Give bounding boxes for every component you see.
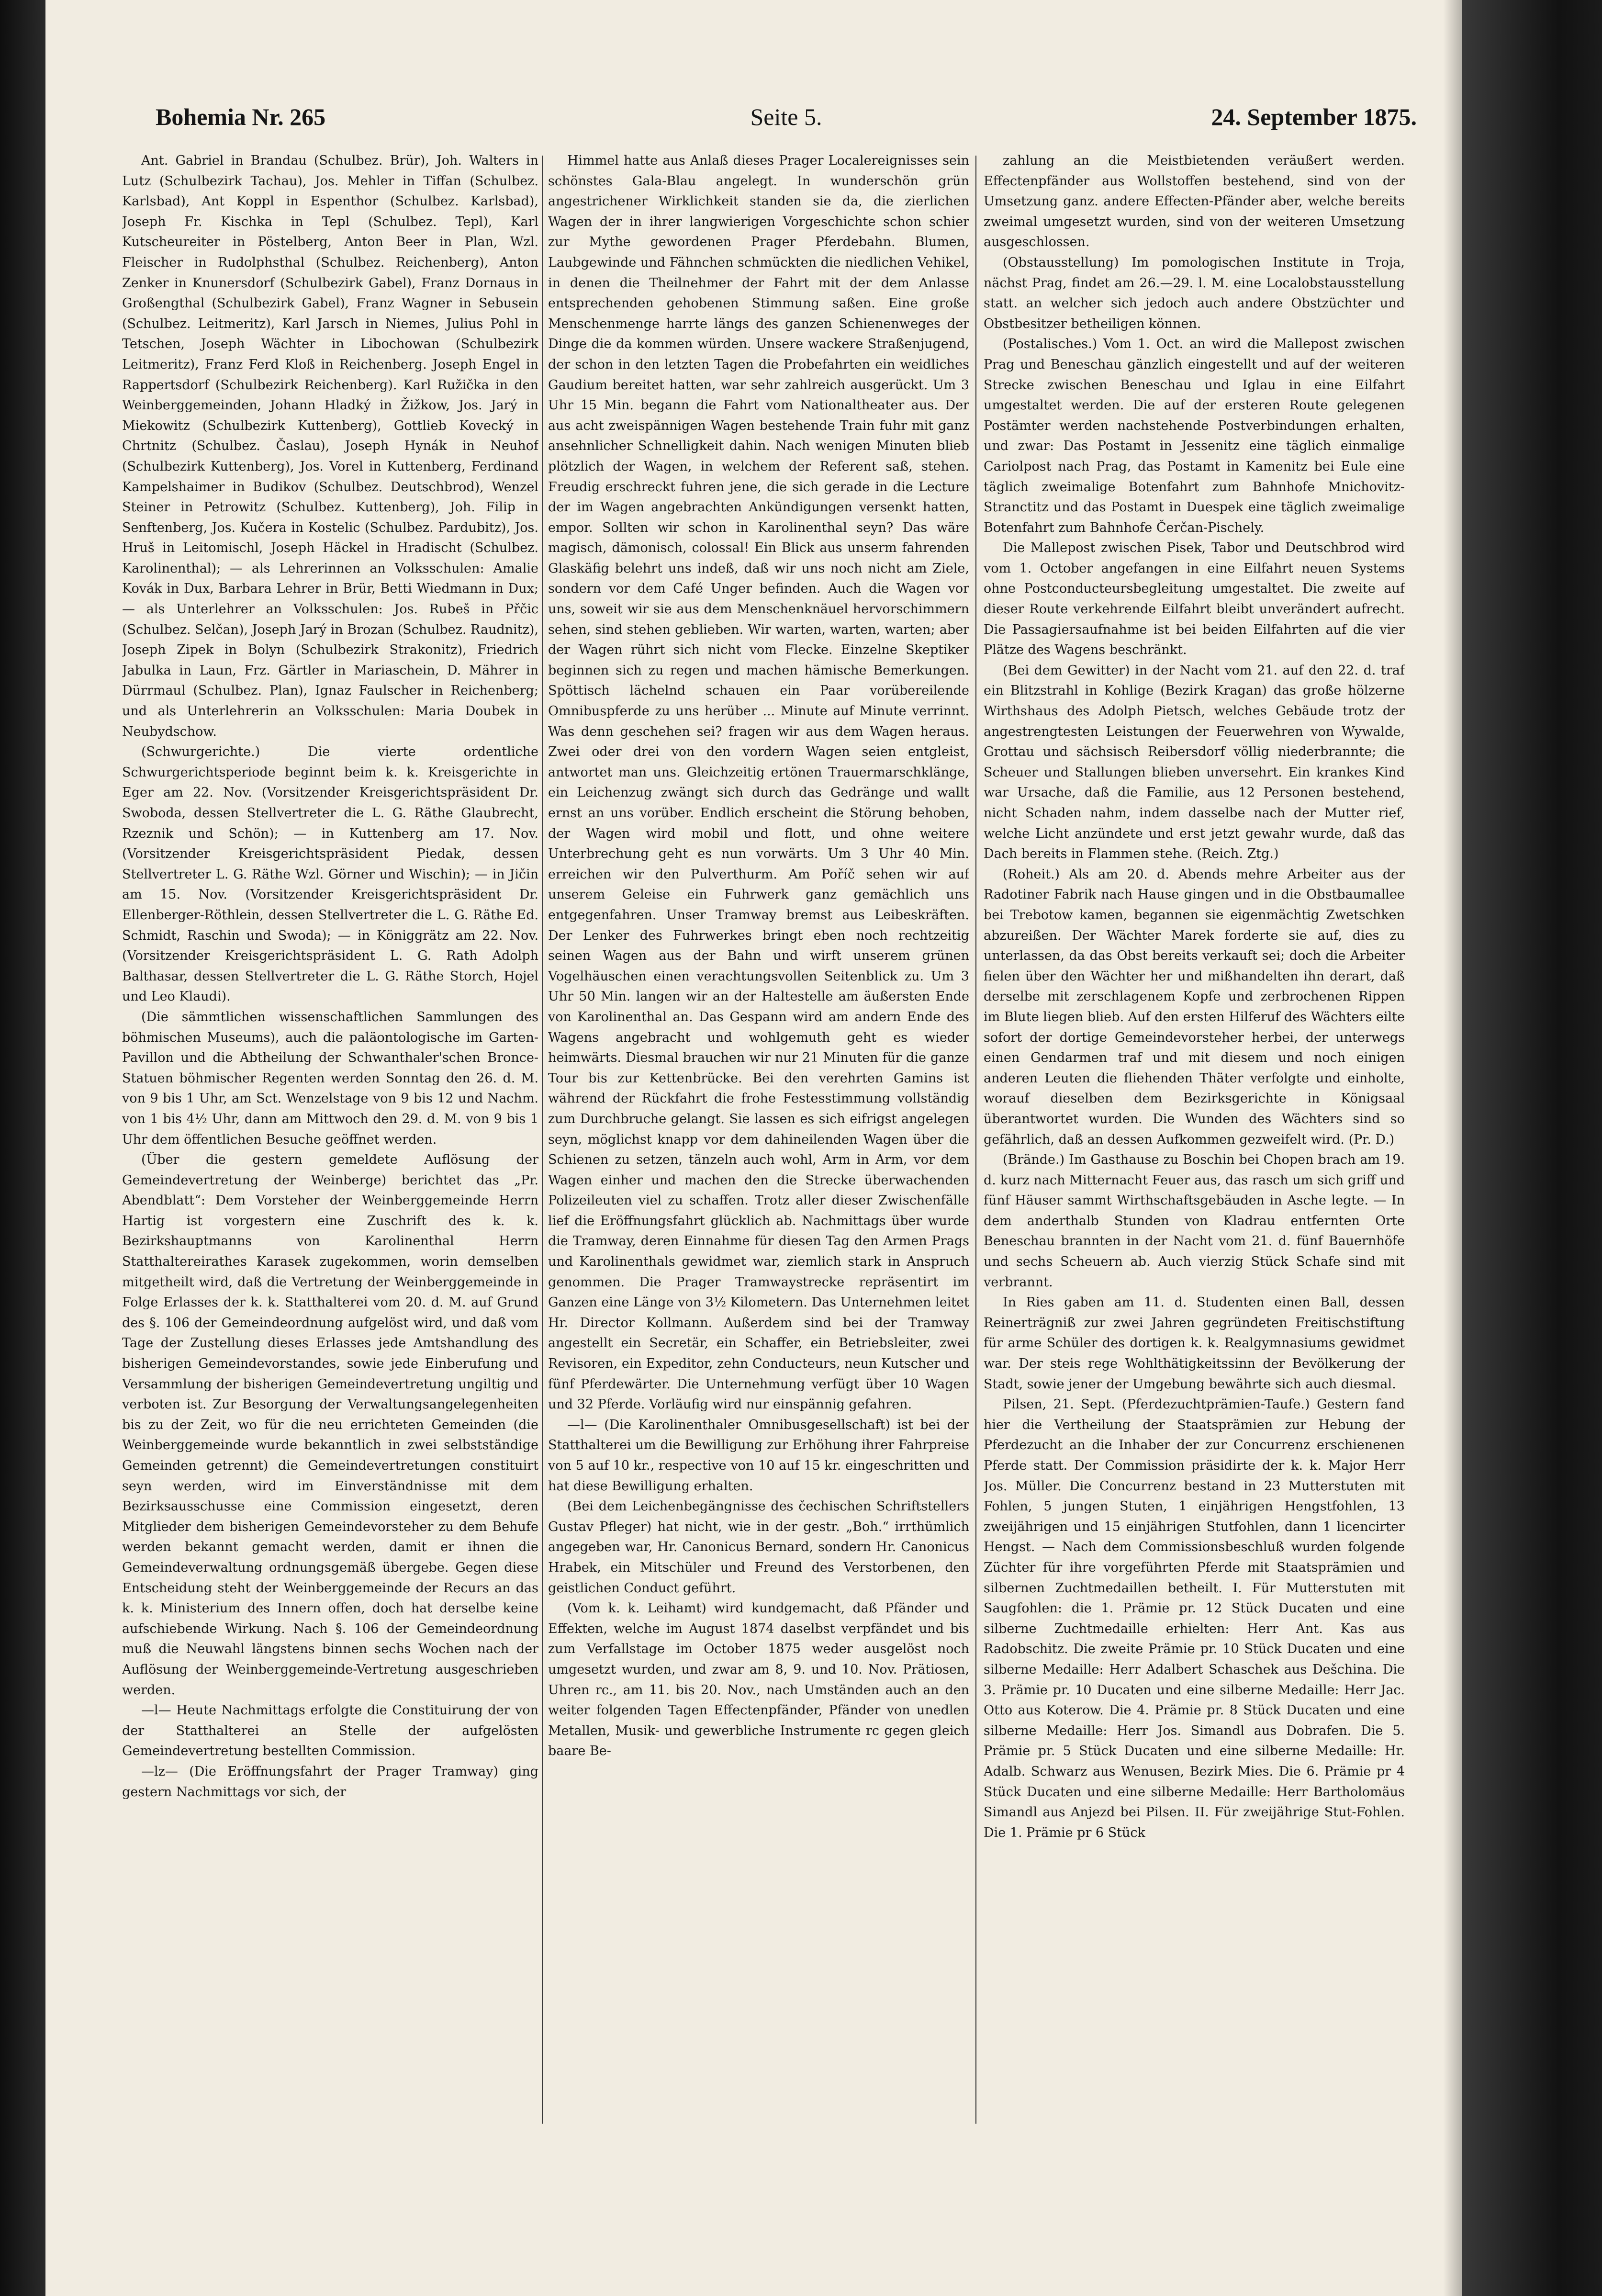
article-paragraph: —lz— (Die Eröffnungsfahrt der Prager Tramway) ging gestern Nachmittags vor sich, der xyxy=(122,1764,538,1800)
article-paragraph: zahlung an die Meistbietenden veräußert werden. Effectenpfänder aus Wollstoffen bestehend, sind von der Umsetzung ganz. andere Effecten-Pfänder aber, welche bereits zweimal umgesetzt wurden, sind von der weiteren Umsetzung ausgeschlossen. xyxy=(984,153,1405,250)
scan-border-left xyxy=(0,0,45,2296)
article-paragraph: Ant. Gabriel in Brandau (Schulbez. Brür), Joh. Walters in Lutz (Schulbezirk Tachau), Jos. Mehler in Tiffan (Schulbez. Karlsbad), Ant Koppl in Espenthor (Schulbez. Karlsbad), Joseph Fr. Kischka in Tepl (Schulbez. Tepl), Karl Kutscheureiter in Pöstelberg, Anton Beer in Plan, Wzl. Fleischer in Rudolphsthal (Schulbez. Reichenberg), Anton Zenker in Knunersdorf (Schulbezirk Gabel), Franz Dornaus in Großengthal (Schulbezirk Gabel), Franz Wagner in Sebusein (Schulbez. Leitmeritz), Karl Jarsch in Niemes, Julius Pohl in Tetschen, Joseph Wächter in Libochowan (Schulbezirk Leitmeritz), Franz Ferd Kloß in Reichenberg. Joseph Engel in Rappertsdorf (Schulbezirk Reichenberg). Karl Ružička in den Weinberggemeinden, Johann Hladký in Žižkow, Jos. Jarý in Miekowitz (Schulbezirk Kuttenberg), Gottlieb Kovecký in Chrtnitz (Schulbez. Časlau), Joseph Hynák in Neuhof (Schulbezirk Kuttenberg), Jos. Vorel in Kuttenberg, Ferdinand Kampelshaimer in Budikov (Schulbez. Deutschbrod), Wenzel Steiner in Petrowitz (Schulbez. Kuttenberg), Joh. Filip in Senftenberg, Jos. Kučera in Kostelic (Schulbez. Pardubitz), Jos. Hruš in Leitomischl, Joseph Häckel in Hradischt (Schulbez. Karolinenthal); — als Lehrerinnen an Volksschulen: Amalie Kovák in Dux, Barbara Lehrer in Brür, Betti Wiedmann in Dux; — als Unterlehrer an Volksschulen: Jos. Rubeš in Přčic (Schulbez. Selčan), Joseph Jarý in Brozan (Schulbez. Raudnitz), Joseph Zipek in Bolyn (Schulbezirk Strakonitz), Friedrich Jabulka in Laun, Frz. Gärtler in Mariaschein, D. Mährer in Dürrmaul (Schulbez. Plan), Ignaz Faulscher in Reichenberg; und als Unterlehrerin an Volksschulen: Maria Doubek in Neubydschow. xyxy=(122,153,538,739)
article-paragraph: (Schwurgerichte.) Die vierte ordentliche Schwurgerichtsperiode beginnt beim k. k. Kreisgerichte in Eger am 22. Nov. (Vorsitzender Kreisgerichtspräsident Dr. Swoboda, dessen Stellvertreter die L. G. Räthe Glaubrecht, Rzeznik und Schön); — in Kuttenberg am 17. Nov. (Vorsitzender Kreisgerichtspräsident Piedak, dessen Stellvertreter L. G. Räthe Wzl. Görner und Wischin); — in Jičin am 15. Nov. (Vorsitzender Kreisgerichtspräsident Dr. Ellenberger-Röthlein, dessen Stellvertreter die L. G. Räthe Ed. Schmidt, Raschin und Swoda); — in Königgrätz am 22. Nov. (Vorsitzender Kreisgerichtspräsident L. G. Rath Adolph Balthasar, dessen Stellvertreter die L. G. Räthe Storch, Hojel und Leo Klaudi). xyxy=(122,744,538,1004)
page-number: Seite 5. xyxy=(750,103,822,130)
scan-border-right xyxy=(1458,0,1602,2296)
article-paragraph: (Roheit.) Als am 20. d. Abends mehre Arbeiter aus der Radotiner Fabrik nach Hause gingen und in die Obstbaumallee bei Trebotow kamen, begannen sie eigenmächtig Zwetschken abzureißen. Der Wächter Marek forderte sie auf, dies zu unterlassen, da das Obst bereits verkauft sei; doch die Arbeiter fielen über den Wächter her und mißhandelten ihn derart, daß derselbe mit zerschlagenem Kopfe und zerbrochenen Rippen im Blute liegen blieb. Auf den ersten Hilferuf des Wächters eilte sofort der dortige Gemeindevorsteher herbei, der unterwegs einen Gendarmen traf und mit diesem und noch einigen anderen Leuten die fliehenden Thäter verfolgte und einholte, worauf dieselben dem Bezirksgerichte in Königsaal überantwortet wurden. Die Wunden des Wächters sind so gefährlich, daß an dessen Aufkommen gezweifelt wird. (Pr. D.) xyxy=(984,867,1405,1147)
page-header xyxy=(156,103,1417,136)
article-paragraph: (Vom k. k. Leihamt) wird kundgemacht, daß Pfänder und Effekten, welche im August 1874 daselbst verpfändet und bis zum Verfallstage im October 1875 weder ausgelöst noch umgesetzt wurden, und zwar am 8, 9. und 10. Nov. Prätiosen, Uhren rc., am 11. bis 20. Nov., nach Umständen auch an den weiter folgenden Tagen Effectenpfänder, Pfänder von unedlen Metallen, Musik- und gewerbliche Instrumente rc gegen gleich baare Be- xyxy=(548,1601,969,1759)
newspaper-page xyxy=(45,0,1462,2296)
article-paragraph: (Über die gestern gemeldete Auflösung der Gemeindevertretung der Weinberge) berichtet das „Pr. Abendblatt“: Dem Vorsteher der Weinberggemeinde Herrn Hartig ist vorgestern eine Zuschrift des k. k. Bezirkshauptmanns von Karolinenthal Herrn Statthaltereirathes Karasek zugekommen, worin demselben mitgetheilt wird, daß die Vertretung der Weinberggemeinde in Folge Erlasses der k. k. Statthalterei vom 20. d. M. auf Grund des §. 106 der Gemeindeordnung aufgelöst wird, und daß vom Tage der Zustellung dieses Erlasses jede Amtshandlung des bisherigen Gemeindevorstandes, sowie jede Einberufung und Versammlung der bisherigen Gemeindevertretung ungiltig und verboten ist. Zur Besorgung der Verwaltungsangelegenheiten bis zu der Zeit, wo für die neu errichteten Gemeinden (die Weinberggemeinde wurde bekanntlich in zwei selbstständige Gemeinden getrennt) die Gemeindevertretungen constituirt seyn werden, wird im Einverständnisse mit dem Bezirksausschusse eine Commission eingesetzt, deren Mitglieder dem bisherigen Gemeindevorsteher zu dem Behufe werden bekannt gemacht werden, damit er ihnen die Gemeindeverwaltung ordnungsgemäß übergebe. Gegen diese Entscheidung steht der Weinberggemeinde der Recurs an das k. k. Ministerium des Innern offen, doch hat derselbe keine aufschiebende Wirkung. Nach §. 106 der Gemeindeordnung muß die Neuwahl längstens binnen sechs Wochen nach der Auflösung der Weinberggemeinde-Vertretung ausgeschrieben werden. xyxy=(122,1152,538,1698)
article-paragraph: —l— Heute Nachmittags erfolgte die Constituirung der von der Statthalterei an Stelle der aufgelösten Gemeindevertretung bestellten Commission. xyxy=(122,1703,538,1759)
issue-date: 24. September 1875. xyxy=(1211,103,1417,130)
column-rule xyxy=(975,156,976,2124)
article-paragraph: —l— (Die Karolinenthaler Omnibusgesellschaft) ist bei der Statthalterei um die Bewilligung zur Erhöhung ihrer Fahrpreise von 5 auf 10 kr., respective von 10 auf 15 kr. eingeschritten und hat diese Bewilligung erhalten. xyxy=(548,1417,969,1494)
article-paragraph: Pilsen, 21. Sept. (Pferdezuchtprämien-Taufe.) Gestern fand hier die Vertheilung der Staatsprämien zur Hebung der Pferdezucht an die Inhaber der zur Concurrenz erschienenen Pferde statt. Der Commission präsidirte der k. k. Major Herr Jos. Müller. Die Concurrenz bestand in 23 Mutterstuten mit Fohlen, 5 jungen Stuten, 1 einjährigen Hengstfohlen, 13 zweijährigen und 15 einjährigen Stutfohlen, dann 1 licencirter Hengst. — Nach dem Commissionsbeschluß wurden folgende Züchter für ihre vorgeführten Pferde mit Staatsprämien und silbernen Zuchtmedaillen betheilt. I. Für Mutterstuten mit Saugfohlen: die 1. Prämie pr. 12 Stück Ducaten und eine silberne Zuchtmedaille erhielten: Herr Ant. Kas aus Radobschitz. Die zweite Prämie pr. 10 Stück Ducaten und eine silberne Medaille: Herr Adalbert Schaschek aus Dešchina. Die 3. Prämie pr. 10 Ducaten und eine silberne Medaille: Herr Jac. Otto aus Koterow. Die 4. Prämie pr. 8 Stück Ducaten und eine silberne Medaille: Herr Jos. Simandl aus Dobrafen. Die 5. Prämie pr. 5 Stück Ducaten und eine silberne Medaille: Hr. Adalb. Schwarz aus Wenusen, Bezirk Mies. Die 6. Prämie pr 4 Stück Ducaten und eine silberne Medaille: Herr Bartholomäus Simandl aus Anjezd bei Pilsen. II. Für zweijährige Stut-Fohlen. Die 1. Prämie pr 6 Stück xyxy=(984,1397,1405,1840)
article-paragraph: (Die sämmtlichen wissenschaftlichen Sammlungen des böhmischen Museums), auch die paläontologische im Garten-Pavillon und die Abtheilung der Schwanthaler'schen Bronce-Statuen böhmischer Regenten werden Sonntag den 26. d. M. von 9 bis 1 Uhr, am Sct. Wenzelstage von 9 bis 12 und Nachm. von 1 bis 4½ Uhr, dann am Mittwoch den 29. d. M. von 9 bis 1 Uhr dem öffentlichen Besuche geöffnet werden. xyxy=(122,1009,538,1147)
column-3 xyxy=(984,151,1405,2172)
article-paragraph: (Bei dem Gewitter) in der Nacht vom 21. auf den 22. d. traf ein Blitzstrahl in Kohlige (Bezirk Kragan) das große hölzerne Wirthshaus des Adolph Pietsch, welches Gebäude trotz der angestrengtesten Leistungen der Feuerwehren von Wywalde, Grottau und sächsisch Reibersdorf völlig niederbrannte; die Scheuer und Stallungen blieben unversehrt. Ein krankes Kind war Ursache, daß die Familie, aus 12 Personen bestehend, nicht Schaden nahm, indem dasselbe nach der Mutter rief, welche Licht anzündete und erst jetzt gewahr wurde, daß das Dach bereits in Flammen stehe. (Reich. Ztg.) xyxy=(984,663,1405,862)
article-paragraph: (Brände.) Im Gasthause zu Boschin bei Chopen brach am 19. d. kurz nach Mitternacht Feuer aus, das rasch um sich griff und fünf Häuser sammt Wirthschaftsgebäuden in Asche legte. — In dem anderthalb Stunden von Kladrau entfernten Orte Beneschau brannten in der Nacht vom 21. d. fünf Bauernhöfe und sechs Scheuern ab. Auch vierzig Stück Schafe sind mit verbrannt. xyxy=(984,1152,1405,1290)
page-edge-shadow xyxy=(1443,0,1462,2296)
column-rule xyxy=(542,156,543,2124)
article-paragraph: (Bei dem Leichenbegängnisse des čechischen Schriftstellers Gustav Pfleger) hat nicht, wie in der gestr. „Boh.“ irrthümlich angegeben war, Hr. Canonicus Bernard, sondern Hr. Canonicus Hrabek, ein Mitschüler und Freund des Verstorbenen, den geistlichen Conduct geführt. xyxy=(548,1499,969,1596)
article-paragraph: (Postalisches.) Vom 1. Oct. an wird die Mallepost zwischen Prag und Beneschau gänzlich eingestellt und auf der weiteren Strecke zwischen Beneschau und Iglau in eine Eilfahrt umgestaltet werden. Die auf der ersteren Route gelegenen Postämter werden nachstehende Postverbindungen erhalten, und zwar: Das Postamt in Jessenitz eine täglich einmalige Cariolpost nach Prag, das Postamt in Kamenitz bei Eule eine täglich zweimalige Botenfahrt zum Bahnhofe Mnichovitz-Stranctitz und das Postamt in Duespek eine täglich zweimalige Botenfahrt zum Bahnhofe Čerčan-Pischely. xyxy=(984,337,1405,535)
masthead-issue: Bohemia Nr. 265 xyxy=(156,103,326,130)
column-2 xyxy=(548,151,969,2172)
article-paragraph: (Obstausstellung) Im pomologischen Institute in Troja, nächst Prag, findet am 26.—29. l. M. eine Localobstausstellung statt. an welcher sich jedoch auch andere Obstzüchter und Obstbesitzer betheiligen können. xyxy=(984,255,1405,331)
article-paragraph: Himmel hatte aus Anlaß dieses Prager Localereignisses sein schönstes Gala-Blau angelegt. In wunderschön grün angestrichener Wirklichkeit standen sie da, die zierlichen Wagen der in ihrer langwierigen Vorgeschichte schon schier zur Mythe gewordenen Prager Pferdebahn. Blumen, Laubgewinde und Fähnchen schmückten die niedlichen Vehikel, in denen die Theilnehmer der Fahrt mit der dem Anlasse entsprechenden gehobenen Stimmung saßen. Eine große Menschenmenge harrte längs des ganzen Schienenweges der Dinge die da kommen würden. Unsere wackere Straßenjugend, der schon in den letzten Tagen die Probefahrten ein weidliches Gaudium bereitet hatten, war sehr zahlreich ausgerückt. Um 3 Uhr 15 Min. begann die Fahrt vom Nationaltheater aus. Der aus acht zweispännigen Wagen bestehende Train fuhr mit ganz ansehnlicher Schnelligkeit dahin. Nach wenigen Minuten blieb plötzlich der Wagen, in welchem der Referent saß, stehen. Freudig erschreckt fuhren jene, die sich gerade in die Lecture der im Wagen angebrachten Ankündigungen versenkt hatten, empor. Sollten wir schon in Karolinenthal seyn? Das wäre magisch, dämonisch, colossal! Ein Blick aus unserm fahrenden Glaskäfig belehrt uns indeß, daß wir uns noch nicht am Ziele, sondern vor dem Café Unger befinden. Auch die Wagen vor uns, soweit wir sie aus dem Menschenknäuel hervorschimmern sehen, sind stehen geblieben. Wir warten, warten, warten; aber der Wagen rührt sich nicht vom Flecke. Einzelne Skeptiker beginnen sich zu regen und machen hämische Bemerkungen. Spöttisch lächelnd schauen ein Paar vorübereilende Omnibuspferde zu uns herüber ... Minute auf Minute verrinnt. Was denn geschehen sei? fragen wir aus dem Wagen heraus. Zwei oder drei von den vordern Wagen seien entgleist, antwortet man uns. Gleichzeitig ertönen Trauermarschklänge, ein Leichenzug zwängt sich durch das Gedränge und wallt ernst an uns vorüber. Endlich erscheint die Störung behoben, der Wagen wird mobil und flott, und ohne weitere Unterbrechung geht es nun vorwärts. Um 3 Uhr 40 Min. erreichen wir den Pulverthurm. Am Poříč sehen wir auf unserem Geleise ein Fuhrwerk ganz gemächlich uns entgegenfahren. Unser Tramway bremst aus Leibeskräften. Der Lenker des Fuhrwerkes bringt eben noch rechtzeitig seinen Wagen aus der Bahn und wirft unserem grünen Vogelhäuschen einen verachtungsvollen Seitenblick zu. Um 3 Uhr 50 Min. langen wir an der Haltestelle am äußersten Ende von Karolinenthal an. Das Gespann wird am andern Ende des Wagens angebracht und wohlgemuth geht es wieder heimwärts. Diesmal brauchen wir nur 21 Minuten für die ganze Tour bis zur Kettenbrücke. Bei den verehrten Gamins ist während der Rückfahrt die frohe Festesstimmung vollständig zum Durchbruche gelangt. Sie lassen es sich eifrigst angelegen seyn, möglichst knapp vor dem dahineilenden Wagen über die Schienen zu setzen, tänzeln auch wohl, Arm in Arm, vor dem Wagen einher und machen den die Strecke überwachenden Polizeileuten viel zu schaffen. Trotz aller dieser Zwischenfälle lief die Eröffnungsfahrt glücklich ab. Nachmittags über wurde die Tramway, deren Einnahme für diesen Tag den Armen Prags und Karolinenthals gewidmet war, ziemlich stark in Anspruch genommen. Die Prager Tramwaystrecke repräsentirt im Ganzen eine Länge von 3½ Kilometern. Das Unternehmen leitet Hr. Director Kollmann. Außerdem sind bei der Tramway angestellt ein Secretär, ein Schaffer, ein Betriebsleiter, zwei Revisoren, ein Expeditor, zehn Conducteurs, neun Kutscher und fünf Pferdewärter. Die Unternehmung verfügt über 10 Wagen und 32 Pferde. Vorläufig wird nur einspännig gefahren. xyxy=(548,153,969,1412)
column-1 xyxy=(122,151,538,2172)
article-paragraph: Die Mallepost zwischen Pisek, Tabor und Deutschbrod wird vom 1. October angefangen in eine Eilfahrt neuen Systems ohne Postconducteursbegleitung umgestaltet. Die zweite auf dieser Route verkehrende Eilfahrt bleibt unverändert aufrecht. Die Passagiersaufnahme ist bei beiden Eilfahrten auf die vier Plätze des Wagens beschränkt. xyxy=(984,540,1405,658)
article-paragraph: In Ries gaben am 11. d. Studenten einen Ball, dessen Reinerträgniß zur zwei Jahren gegründeten Freitischstiftung für arme Schüler des dortigen k. k. Realgymnasiums gewidmet war. Der steis rege Wohlthätigkeitssinn der Bevölkerung der Stadt, sowie jener der Umgebung bewährte sich auch diesmal. xyxy=(984,1295,1405,1392)
